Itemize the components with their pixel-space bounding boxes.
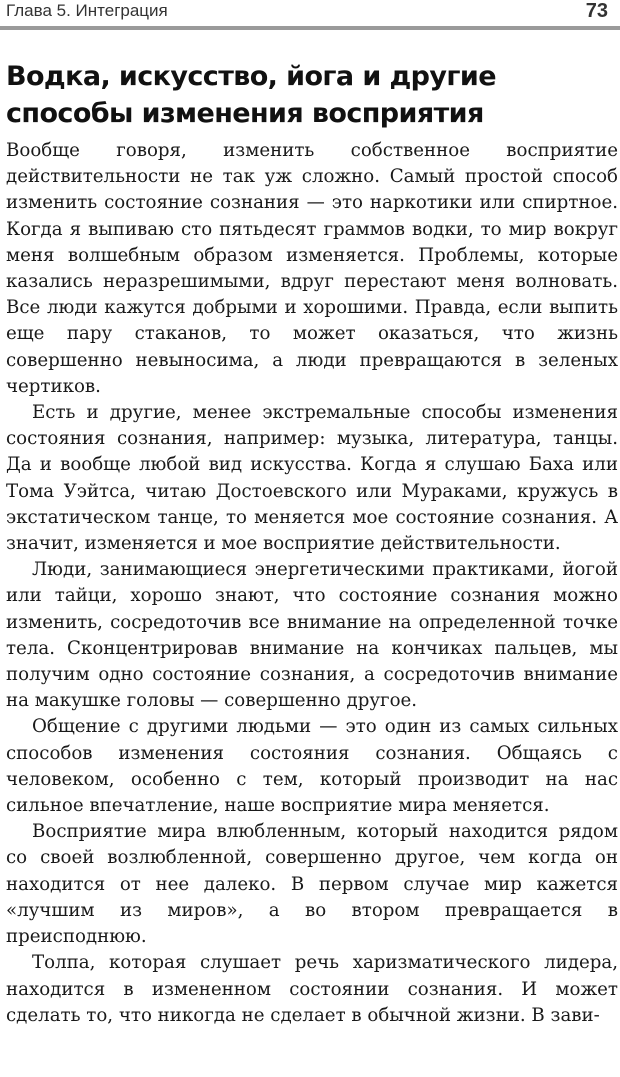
running-head [6,0,612,22]
header-rule [0,26,620,30]
body-text [6,138,618,1029]
paragraph-3: Люди, занимающиеся энергетическими практиками, йогой или тайци, хорошо знают, что состояние сознания можно изменить, сосредоточив все внимание на определенной точке тела. Сконцентрировав внимание на кончиках пальцев, мы получим одно состояние сознания, а сосредоточив внимание на макушке головы — совершенно другое. [6,559,618,712]
page-number: 73 [585,0,608,22]
section-title: Водка, искусство, йога и другие способы изменения восприятия [6,61,496,129]
chapter-title: Глава 5. Интеграция [6,1,168,20]
paragraph-4: Общение с другими людьми — это один из самых сильных способов изменения состояния сознания. Общаясь с человеком, особенно с тем, который производит на нас сильное впечатление, наше восприятие мира меняется. [6,716,618,817]
paragraph-6: Толпа, которая слушает речь харизматического лидера, находится в измененном состоянии сознания. И может сделать то, что никогда не сделает в обычной жизни. В зави- [6,952,618,1026]
paragraph-5: Восприятие мира влюбленным, который находится рядом со своей возлюбленной, совершенно другое, чем когда он находится от нее далеко. В первом случае мир кажется «лучшим из миров», а во втором превращается в преисподнюю. [6,821,618,948]
paragraph-2: Есть и другие, менее экстремальные способы изменения состояния сознания, например: музыка, литература, танцы. Да и вообще любой вид искусства. Когда я слушаю Баха или Тома Уэйтса, читаю Достоевского или Мураками, кружусь в экстатическом танце, то меняется мое состояние сознания. А значит, изменяется и мое восприятие действительности. [6,402,618,555]
paragraph-1: Вообще говоря, изменить собственное восприятие действительности не так уж сложно. Самый простой способ изменить состояние сознания — это наркотики или спиртное. Когда я выпиваю сто пятьдесят граммов водки, то мир вокруг меня волшебным образом изменяется. Проблемы, которые казались неразрешимыми, вдруг перестают меня волновать. Все люди кажутся добрыми и хорошими. Правда, если выпить еще пару стаканов, то может оказаться, что жизнь совершенно невыносима, а люди превращаются в зеленых чертиков. [6,140,618,397]
